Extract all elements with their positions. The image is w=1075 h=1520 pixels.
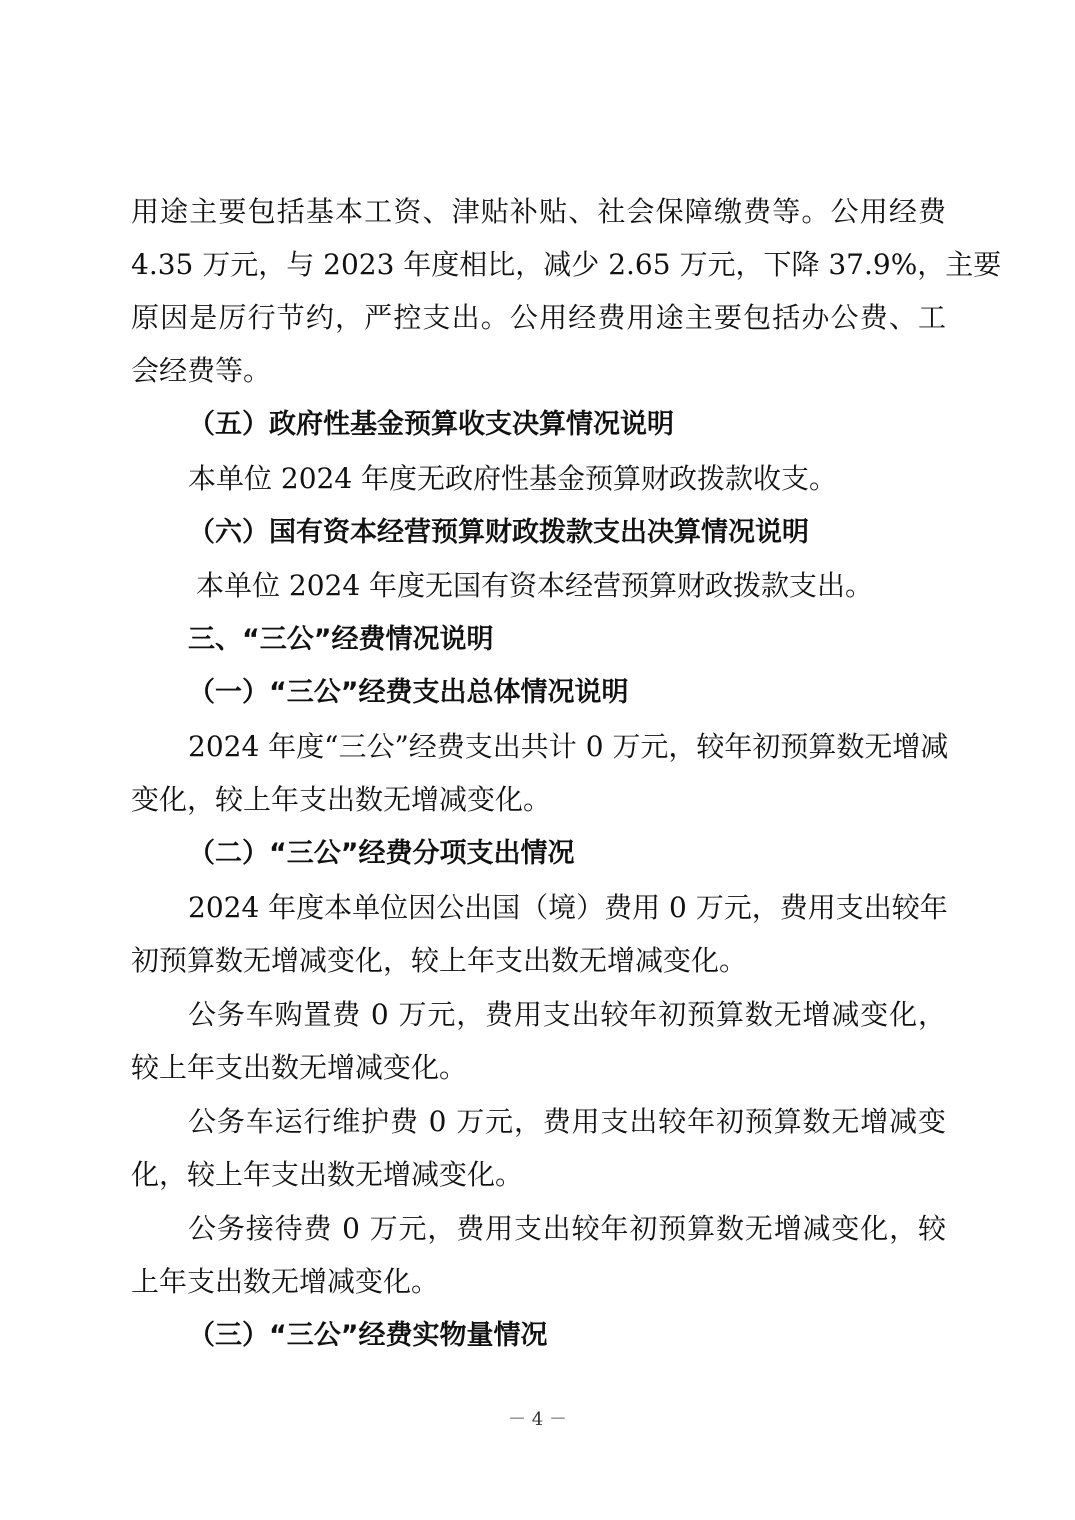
subsection-heading-1: （一）“三公”经费支出总体情况说明 [188, 677, 629, 708]
body-line: 初预算数无增减变化，较上年支出数无增减变化。 [131, 944, 748, 977]
section-5-text: 本单位 2024 年度无政府性基金预算财政拨款收支。 [188, 462, 838, 495]
subsection-heading-2: （二）“三公”经费分项支出情况 [188, 838, 575, 869]
body-line: 化，较上年支出数无增减变化。 [131, 1158, 524, 1191]
body-line: 上年支出数无增减变化。 [131, 1265, 440, 1298]
body-line: 2024 年度本单位因公出国（境）费用 0 万元，费用支出较年 [188, 891, 948, 924]
body-line: 变化，较上年支出数无增减变化。 [131, 783, 552, 816]
page-number: － 4 － [508, 1409, 567, 1430]
subsection-heading-3: （三）“三公”经费实物量情况 [188, 1320, 548, 1351]
section-heading-6: （六）国有资本经营预算财政拨款支出决算情况说明 [188, 517, 809, 548]
body-line: 原因是厉行节约，严控支出。公用经费用途主要包括办公费、工 [131, 301, 946, 334]
section-heading-5: （五）政府性基金预算收支决算情况说明 [188, 409, 674, 440]
body-line: 公务车购置费 0 万元，费用支出较年初预算数无增减变化， [188, 998, 946, 1031]
body-line: 公务接待费 0 万元，费用支出较年初预算数无增减变化，较 [188, 1212, 946, 1245]
section-6-text: 本单位 2024 年度无国有资本经营预算财政拨款支出。 [196, 569, 874, 602]
part-3-heading: 三、“三公”经费情况说明 [188, 624, 494, 655]
body-line: 公务车运行维护费 0 万元，费用支出较年初预算数无增减变 [188, 1105, 946, 1138]
body-line: 用途主要包括基本工资、津贴补贴、社会保障缴费等。公用经费 [131, 195, 946, 228]
body-line: 4.35 万元，与 2023 年度相比，减少 2.65 万元，下降 37.9%，主要 [131, 248, 1002, 281]
body-line: 会经费等。 [131, 354, 272, 387]
body-line: 较上年支出数无增减变化。 [131, 1051, 468, 1084]
body-line: 2024 年度“三公”经费支出共计 0 万元，较年初预算数无增减 [188, 730, 949, 763]
